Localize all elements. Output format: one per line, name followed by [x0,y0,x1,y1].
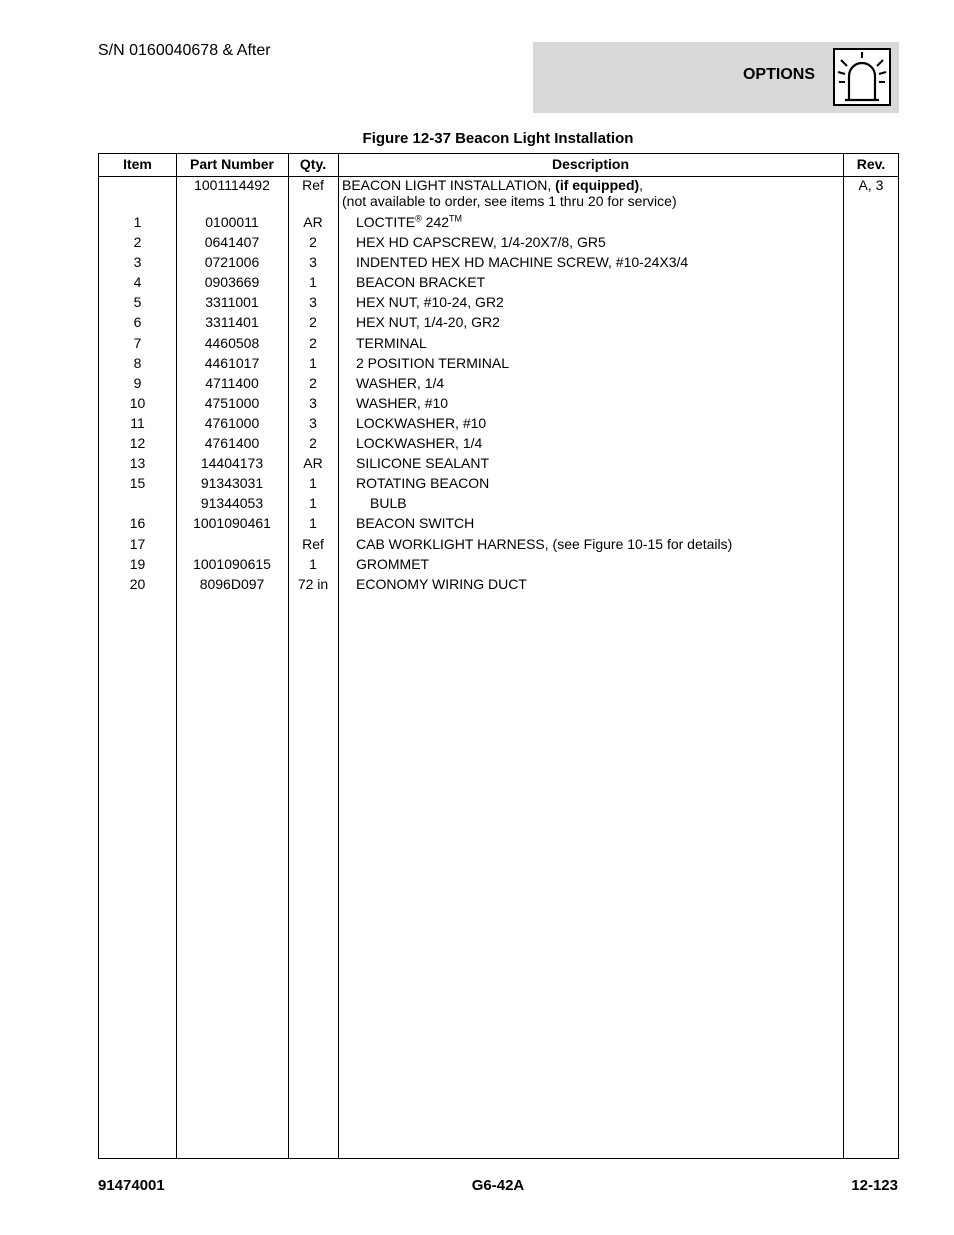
description-bold: (if equipped) [555,177,640,193]
description: GROMMET [356,555,430,572]
description: HEX NUT, 1/4-20, GR2 [356,314,500,331]
quantity: 2 [309,374,317,391]
part-number: 3311401 [205,314,259,331]
part-number: 0721006 [204,254,260,271]
header-item: Item [123,156,152,172]
footer-page-number: 12-123 [851,1177,898,1194]
table-row-main-assembly [99,177,898,213]
description: TERMINAL [356,334,427,351]
table-row [99,274,898,294]
table-row [99,475,898,495]
table-row [99,294,898,314]
quantity: AR [303,214,323,230]
quantity: 2 [309,234,317,250]
table-row [99,254,898,274]
table-row [99,515,898,535]
part-number: 1001114492 [194,177,270,193]
part-number: 4711400 [205,374,259,391]
table-row [99,395,898,415]
quantity: 3 [309,394,317,411]
part-number: 4761000 [204,414,260,431]
description-note: (not available to order, see items 1 thru 20 for service) [342,193,677,209]
table-row [99,455,898,475]
footer-model: G6-42A [471,1177,525,1194]
quantity: Ref [302,177,324,193]
table-row [99,435,898,455]
part-number: 4461017 [204,354,260,371]
table-row [99,556,898,576]
part-number: 1001090615 [193,555,271,572]
beacon-light-icon [833,48,891,106]
description: BEACON SWITCH [356,515,475,532]
table-row [99,536,898,556]
item-number: 5 [133,294,142,311]
item-number: 3 [133,254,142,271]
description: HEX NUT, #10-24, GR2 [356,294,504,311]
description: INDENTED HEX HD MACHINE SCREW, #10-24X3/4 [356,254,689,271]
item-number: 19 [129,555,146,572]
description: LOCKWASHER, #10 [356,414,487,431]
table-row [99,576,898,596]
part-number: 4460508 [204,334,260,351]
part-number: 14404173 [200,455,264,472]
description: CAB WORKLIGHT HARNESS, (see Figure 10-15 for details) [356,535,733,552]
item-number: 1 [133,214,142,230]
part-number: 0100011 [205,214,259,230]
item-number: 13 [129,455,146,472]
part-number: 3311001 [205,294,259,311]
item-number: 9 [133,374,142,391]
item-number: 10 [129,394,146,411]
description-text: 242 [421,214,450,230]
part-number: 91343031 [200,475,264,492]
table-row [99,234,898,254]
description: LOCKWASHER, 1/4 [356,435,483,451]
part-number: 4751000 [204,394,260,411]
table-row [99,415,898,435]
quantity: 1 [309,495,317,512]
quantity: 1 [309,515,317,532]
quantity: AR [303,455,323,472]
description: SILICONE SEALANT [356,455,490,472]
item-number: 20 [129,575,146,592]
description: WASHER, #10 [356,394,449,411]
description [342,177,842,209]
quantity: 3 [309,254,317,271]
item-number: 7 [133,334,142,351]
header-description: Description [551,156,629,172]
description: WASHER, 1/4 [356,374,445,391]
table-row [99,375,898,395]
quantity: 3 [309,294,317,311]
table-row [99,314,898,334]
quantity: 72 in [297,575,329,592]
header-rev: Rev. [856,156,886,172]
description: BULB [370,495,407,512]
table-header-row [99,154,898,177]
part-number: 0903669 [204,274,260,291]
table-row [99,335,898,355]
description-text: BEACON LIGHT INSTALLATION, [342,177,556,193]
item-number: 4 [133,274,142,291]
header-part-number: Part Number [189,156,275,172]
quantity: 2 [309,334,317,351]
quantity: 1 [309,555,317,572]
part-number: 8096D097 [199,575,265,592]
item-number: 6 [133,314,142,331]
item-number: 15 [129,475,146,492]
description [356,214,856,230]
quantity: 1 [309,354,317,371]
item-number: 12 [129,435,146,451]
item-number: 16 [129,515,146,532]
item-number: 2 [133,234,142,250]
table-row [99,495,898,515]
description: ROTATING BEACON [356,475,490,492]
part-number: 0641407 [204,234,260,250]
footer-document-number: 91474001 [98,1177,165,1194]
quantity: 1 [309,475,317,492]
parts-table [98,153,899,1159]
serial-number-header: S/N 0160040678 & After [98,42,271,59]
header-qty: Qty. [299,156,327,172]
quantity: 2 [309,435,317,451]
table-row [99,355,898,375]
trademark: TM [449,213,463,224]
revision: A, 3 [858,177,884,193]
description-end: , [639,177,644,193]
description: BEACON BRACKET [356,274,486,291]
section-tab [533,42,899,113]
item-number: 8 [133,354,142,371]
table-row [99,214,898,234]
item-number: 17 [129,535,146,552]
quantity: 1 [309,274,317,291]
section-title: OPTIONS [742,66,815,83]
description-text: LOCTITE [356,214,416,230]
quantity: 3 [309,414,317,431]
quantity: 2 [309,314,317,331]
registered-mark: ® [415,213,422,224]
part-number: 91344053 [200,495,264,512]
part-number: 4761400 [204,435,260,451]
item-number: 11 [130,414,145,431]
description: ECONOMY WIRING DUCT [356,575,527,592]
description: HEX HD CAPSCREW, 1/4-20X7/8, GR5 [356,234,606,250]
part-number: 1001090461 [193,515,271,532]
description: 2 POSITION TERMINAL [356,354,509,371]
figure-title: Figure 12-37 Beacon Light Installation [362,130,634,147]
quantity: Ref [302,535,324,552]
